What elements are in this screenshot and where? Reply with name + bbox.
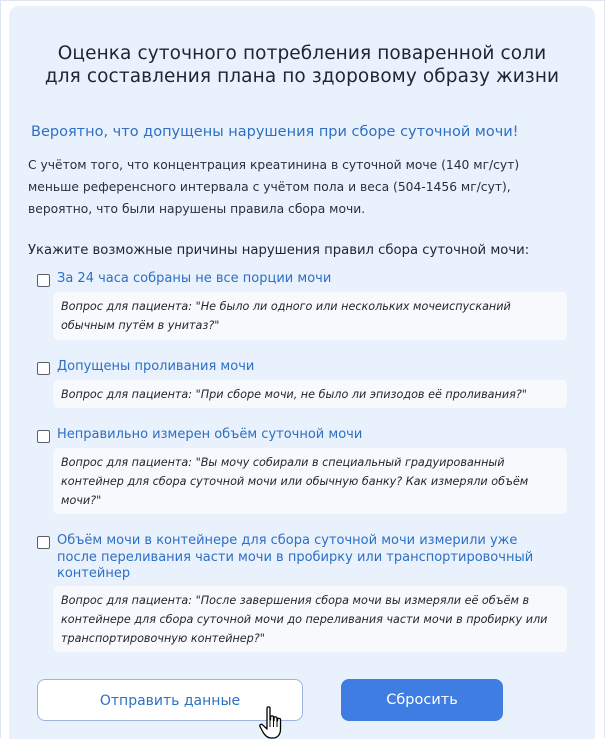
option-label-line: контейнер: [57, 566, 131, 581]
patient-question: [53, 586, 567, 652]
option-label-line: после переливания части мочи в пробирку или транспортировочный: [57, 549, 534, 565]
info-line: меньше референсного интервала с учётом пола и веса (504-1456 мг/сут),: [28, 180, 511, 194]
option-label: За 24 часа собраны не все порции мочи: [57, 271, 332, 286]
page-title-line: для составления плана по здоровому образу жизни: [44, 66, 560, 87]
question-line: контейнер для сбора суточной мочи или обычную банку? Как измеряли объём: [61, 475, 529, 488]
form-card: [9, 6, 595, 739]
checkbox[interactable]: [37, 536, 50, 549]
hand-pointer-icon: [258, 705, 288, 741]
reset-button[interactable]: Сбросить: [341, 679, 503, 721]
option-label: Допущены проливания мочи: [57, 359, 255, 374]
patient-question: [53, 380, 567, 408]
question-line: Вопрос для пациента: "При сборе мочи, не было ли эпизодов её проливания?": [61, 388, 527, 401]
question-line: Вопрос для пациента: "Вы мочу собирали в специальный градуированный: [61, 456, 505, 469]
send-data-button[interactable]: Отправить данные: [37, 679, 303, 721]
option-spillage[interactable]: [37, 359, 567, 377]
warning-message: Вероятно, что допущены нарушения при сборе суточной мочи!: [31, 124, 519, 140]
patient-question: [53, 292, 567, 340]
question-line: транспортировочную контейнер?": [61, 632, 265, 645]
checkbox[interactable]: [37, 274, 50, 287]
option-measured-after-transfer[interactable]: [37, 533, 567, 583]
checkbox[interactable]: [37, 430, 50, 443]
question-line: обычным путём в унитаз?": [61, 319, 220, 332]
option-label: [57, 533, 567, 583]
question-line: Вопрос для пациента: "После завершения сбора мочи вы измеряли её объём в: [61, 594, 530, 607]
causes-prompt: Укажите возможные причины нарушения правил сбора суточной мочи:: [28, 243, 530, 258]
question-line: мочи?": [61, 494, 102, 507]
question-line: контейнере для сбора суточной мочи до переливания части мочи в пробирку или: [61, 613, 548, 626]
option-incomplete-collection[interactable]: [37, 271, 567, 289]
checkbox[interactable]: [37, 362, 50, 375]
info-line: вероятно, что были нарушены правила сбора мочи.: [28, 202, 366, 216]
patient-question: [53, 448, 567, 514]
info-line: С учётом того, что концентрация креатинина в суточной моче (140 мг/сут): [28, 158, 520, 172]
option-label: Неправильно измерен объём суточной мочи: [57, 427, 363, 442]
option-label-line: Объём мочи в контейнере для сбора суточной мочи измерили уже: [57, 533, 518, 548]
page-title: [9, 42, 595, 88]
question-line: Вопрос для пациента: "Не было ли одного или нескольких мочеиспусканий: [61, 300, 511, 313]
option-volume-measurement[interactable]: [37, 427, 567, 445]
info-text: [28, 154, 568, 220]
page-title-line: Оценка суточного потребления поваренной соли: [57, 43, 547, 64]
